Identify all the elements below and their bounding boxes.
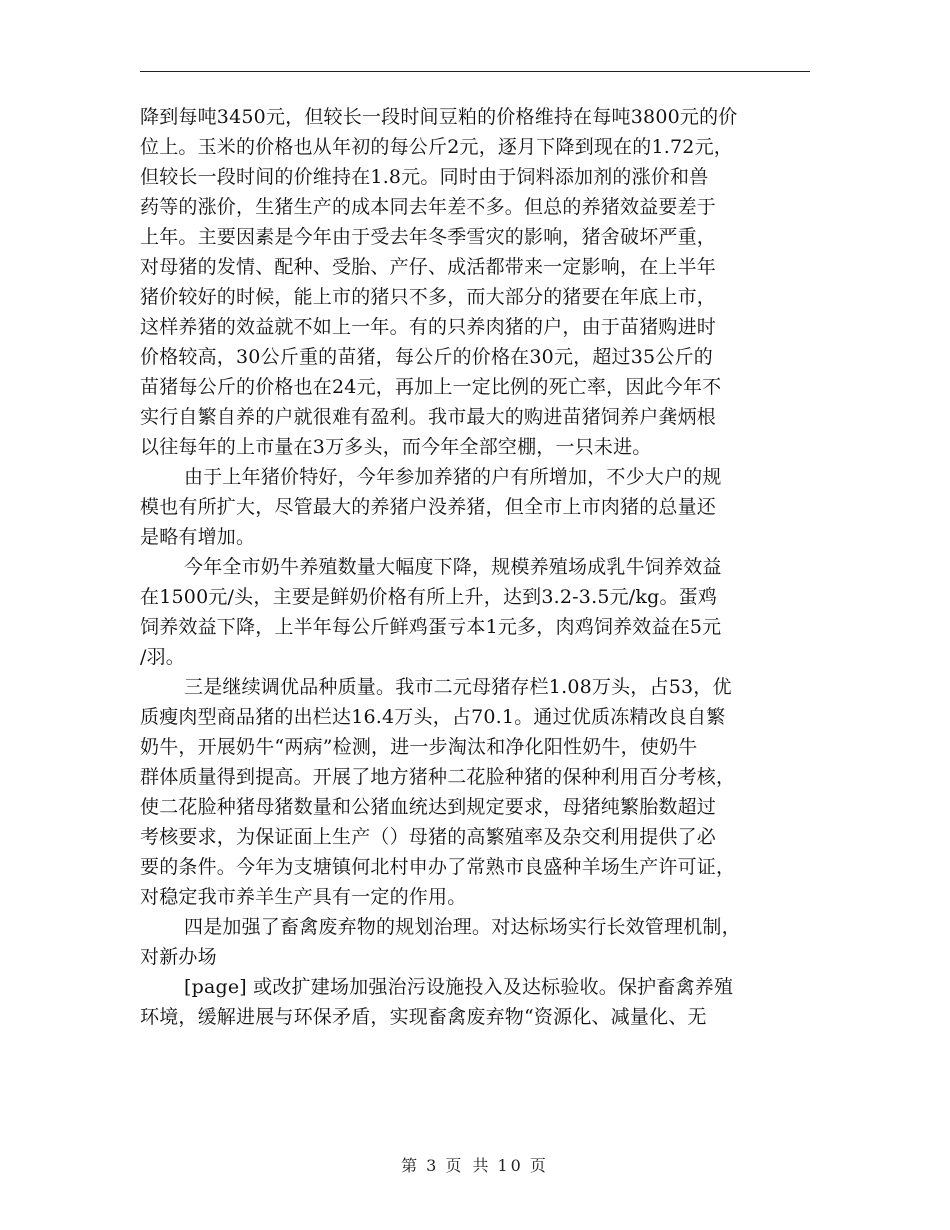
footer-middle: 页 共 bbox=[445, 1156, 492, 1175]
text-line: 奶牛，开展奶牛“两病”检测，进一步淘汰和净化阳性奶牛，使奶牛 bbox=[140, 736, 698, 758]
footer-prefix: 第 bbox=[401, 1156, 421, 1175]
total-page-count: 10 bbox=[497, 1156, 524, 1175]
text-line: 在1500元/头，主要是鲜奶价格有所上升，达到3.2-3.5元/kg。蛋鸡 bbox=[140, 586, 718, 608]
text-line: 以往每年的上市量在3万多头，而今年全部空棚，一只未进。 bbox=[140, 436, 652, 458]
text-line: 位上。玉米的价格也从年初的每公斤2元，逐月下降到现在的1.72元， bbox=[140, 136, 733, 158]
text-line: 价格较高，30公斤重的苗猪，每公斤的价格在30元，超过35公斤的 bbox=[140, 346, 713, 368]
footer-suffix: 页 bbox=[529, 1156, 549, 1175]
text-line: 环境，缓解进展与环保矛盾，实现畜禽废弃物“资源化、减量化、无 bbox=[140, 1006, 707, 1028]
text-line: 考核要求，为保证面上生产（）母猪的高繁殖率及杂交利用提供了必 bbox=[140, 826, 717, 848]
paragraph-start: 今年全市奶牛养殖数量大幅度下降，规模养殖场成乳牛饲养效益 bbox=[184, 556, 722, 578]
header-rule bbox=[140, 71, 810, 72]
paragraph-start: [page] 或改扩建场加强治污设施投入及达标验收。保护畜禽养殖 bbox=[184, 976, 734, 998]
text-line: 是略有增加。 bbox=[140, 526, 256, 548]
text-line: 降到每吨3450元，但较长一段时间豆粕的价格维持在每吨3800元的价 bbox=[140, 106, 738, 128]
paragraph-start: 三是继续调优品种质量。我市二元母猪存栏1.08万头，占53，优 bbox=[184, 676, 732, 698]
text-line: 上年。主要因素是今年由于受去年冬季雪灾的影响，猪舍破坏严重， bbox=[140, 226, 717, 248]
text-line: 对稳定我市养羊生产具有一定的作用。 bbox=[140, 886, 467, 908]
text-line: 苗猪每公斤的价格也在24元，再加上一定比例的死亡率，因此今年不 bbox=[140, 376, 722, 398]
text-line: 饲养效益下降，上半年每公斤鲜鸡蛋亏本1元多，肉鸡饲养效益在5元 bbox=[140, 616, 722, 638]
text-line: 模也有所扩大，尽管最大的养猪户没养猪，但全市上市肉猪的总量还 bbox=[140, 496, 717, 518]
text-line: 实行自繁自养的户就很难有盈利。我市最大的购进苗猪饲养户龚炳根 bbox=[140, 406, 717, 428]
text-line: 对新办场 bbox=[140, 946, 217, 968]
text-line: 猪价较好的时候，能上市的猪只不多，而大部分的猪要在年底上市， bbox=[140, 286, 717, 308]
page-footer bbox=[0, 1153, 950, 1176]
text-line: 这样养猪的效益就不如上一年。有的只养肉猪的户，由于苗猪购进时 bbox=[140, 316, 717, 338]
text-line: 但较长一段时间的价维持在1.8元。同时由于饲料添加剂的涨价和兽 bbox=[140, 166, 709, 188]
text-line: 质瘦肉型商品猪的出栏达16.4万头，占70.1。通过优质冻精改良自繁 bbox=[140, 706, 726, 728]
current-page-number: 3 bbox=[426, 1156, 440, 1175]
paragraph-start: 四是加强了畜禽废弃物的规划治理。对达标场实行长效管理机制， bbox=[184, 916, 741, 938]
text-line: 对母猪的发情、配种、受胎、产仔、成活都带来一定影响，在上半年 bbox=[140, 256, 717, 278]
text-line: 药等的涨价，生猪生产的成本同去年差不多。但总的养猪效益要差于 bbox=[140, 196, 717, 218]
text-line: /羽。 bbox=[140, 646, 186, 668]
text-line: 使二花脸种猪母猪数量和公猪血统达到规定要求，母猪纯繁胎数超过 bbox=[140, 796, 717, 818]
document-body bbox=[140, 102, 812, 1032]
text-line: 群体质量得到提高。开展了地方猪种二花脸种猪的保种利用百分考核， bbox=[140, 766, 736, 788]
text-line: 要的条件。今年为支塘镇何北村申办了常熟市良盛种羊场生产许可证， bbox=[140, 856, 736, 878]
paragraph-start: 由于上年猪价特好，今年参加养猪的户有所增加，不少大户的规 bbox=[184, 466, 722, 488]
